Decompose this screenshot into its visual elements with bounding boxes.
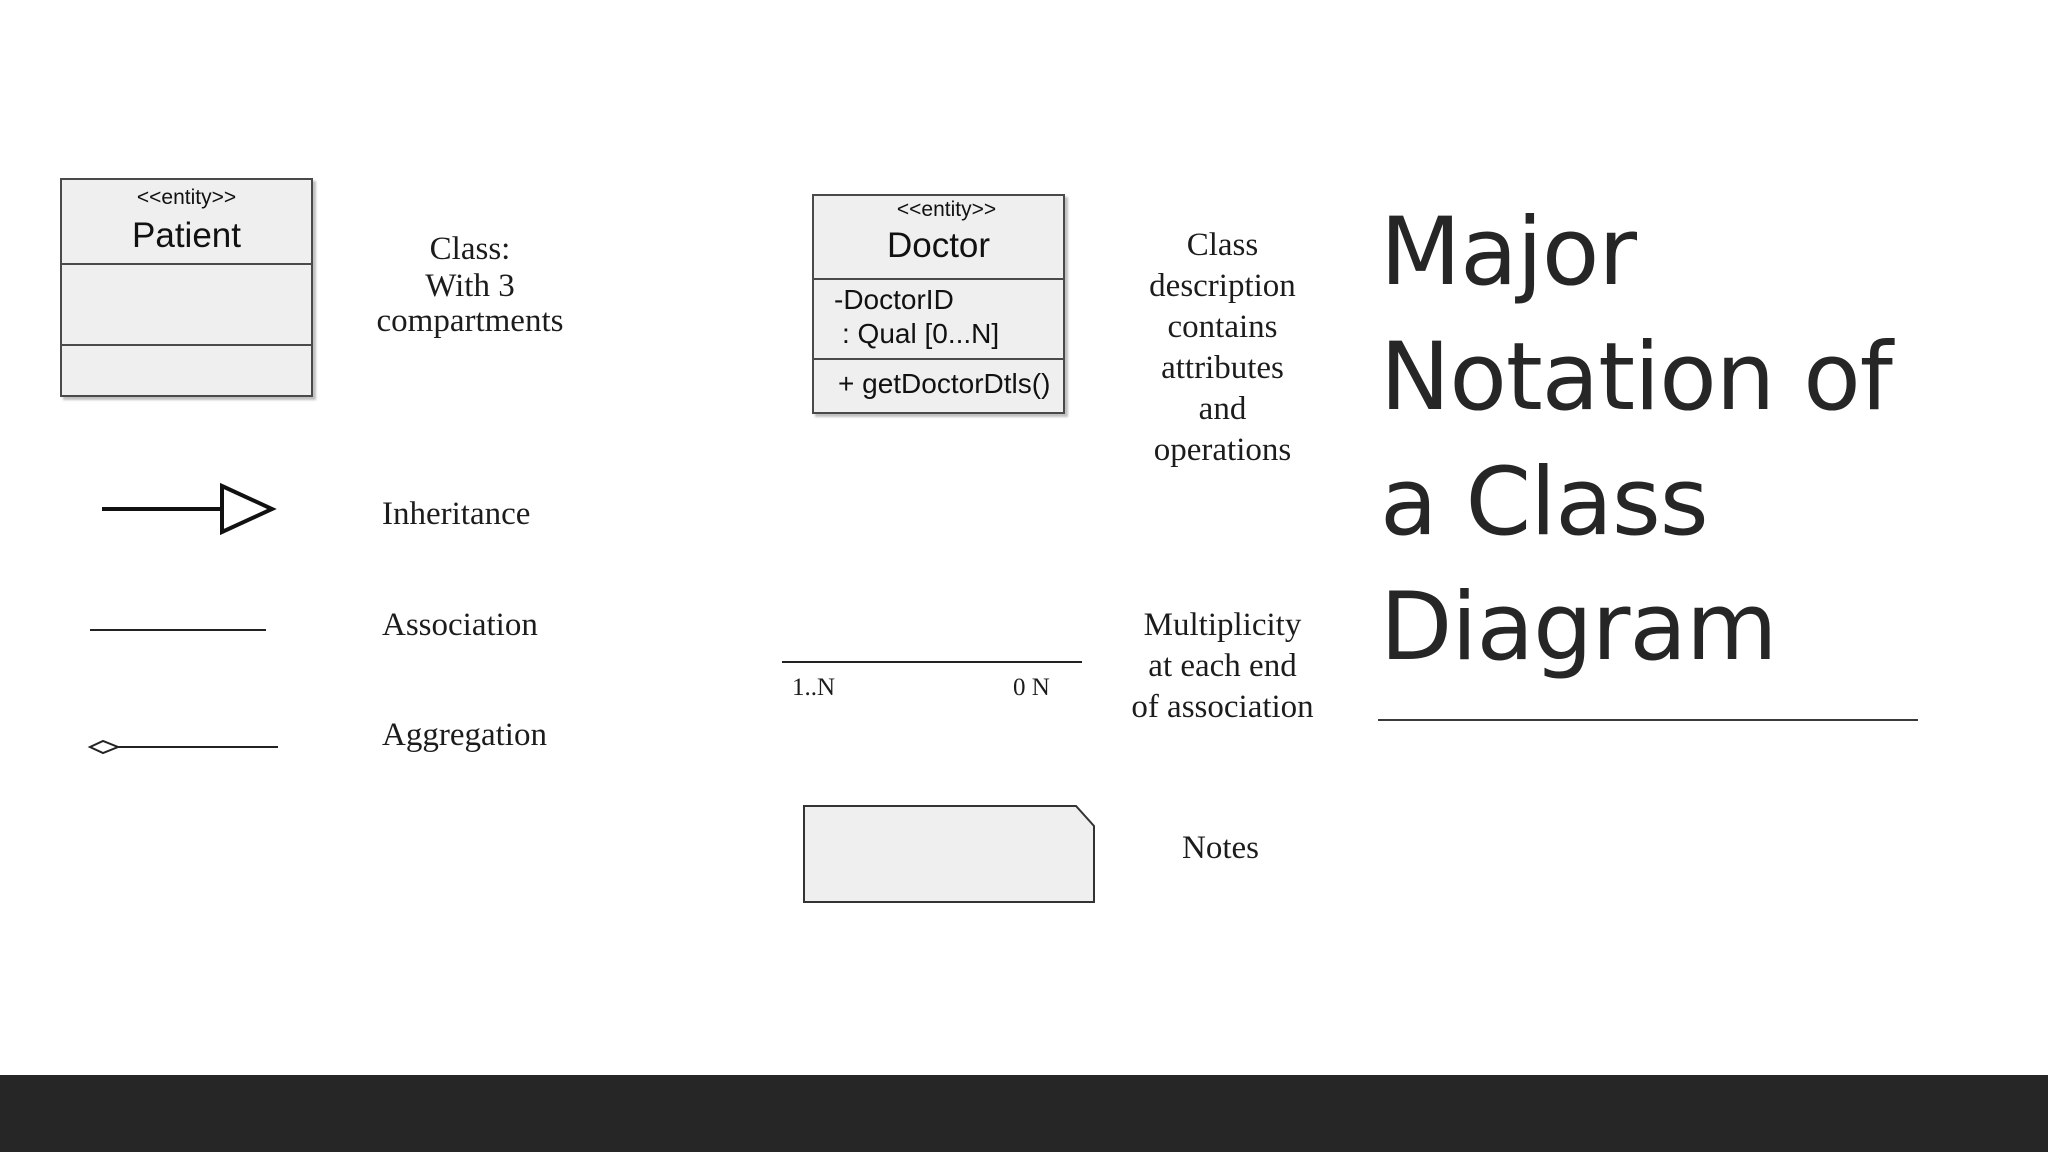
patient-caption [350,229,590,342]
association-line-icon [88,620,268,640]
association-label: Association [382,607,538,643]
aggregation-diamond-icon [86,735,281,759]
multiplicity-caption [1105,605,1340,728]
title-line4: Diagram [1380,573,1777,682]
doctor-stereotype: <<entity>> [896,198,997,221]
doctor-operation: + getDoctorDtls() [838,368,1051,399]
page-title [1380,190,1940,690]
patient-class-box [60,178,313,397]
patient-caption-line2: With 3 [425,268,515,304]
doctor-divider-2 [814,358,1063,360]
multiplicity-left-label: 1..N [792,674,836,701]
doctor-caption-line1: Class [1186,227,1259,263]
multiplicity-caption-line2: at each end [1148,648,1297,684]
footer-bar [0,1075,2048,1152]
note-shape-icon [802,804,1096,904]
inheritance-arrow-icon [100,480,280,540]
patient-divider-2 [62,344,311,346]
doctor-attribute-id: -DoctorID [834,284,954,315]
inheritance-label: Inheritance [382,496,531,532]
doctor-class-name: Doctor [886,226,991,265]
doctor-attribute-qual: : Qual [0...N] [842,318,1000,349]
notes-label: Notes [1182,830,1259,866]
doctor-divider-1 [814,278,1063,280]
multiplicity-caption-line1: Multiplicity [1143,607,1302,643]
patient-caption-line3: compartments [376,303,564,339]
multiplicity-right-label: 0 N [1013,674,1050,701]
multiplicity-caption-line3: of association [1131,689,1314,725]
patient-caption-line1: Class: [429,231,511,267]
doctor-caption [1105,225,1340,471]
patient-stereotype: <<entity>> [136,186,237,209]
doctor-caption-line3: contains [1167,309,1278,345]
doctor-caption-line6: operations [1153,432,1292,468]
patient-class-name: Patient [132,216,241,255]
aggregation-label: Aggregation [382,717,547,753]
title-line3: a Class [1380,448,1708,557]
doctor-caption-line5: and [1198,391,1247,427]
doctor-caption-line4: attributes [1161,350,1284,386]
title-underline [1378,719,1918,721]
doctor-caption-line2: description [1149,268,1296,304]
doctor-class-box [812,194,1065,414]
multiplicity-line-icon [780,652,1085,672]
title-line2: Notation of [1380,323,1892,432]
patient-divider-1 [62,263,311,265]
title-line1: Major [1380,198,1636,307]
